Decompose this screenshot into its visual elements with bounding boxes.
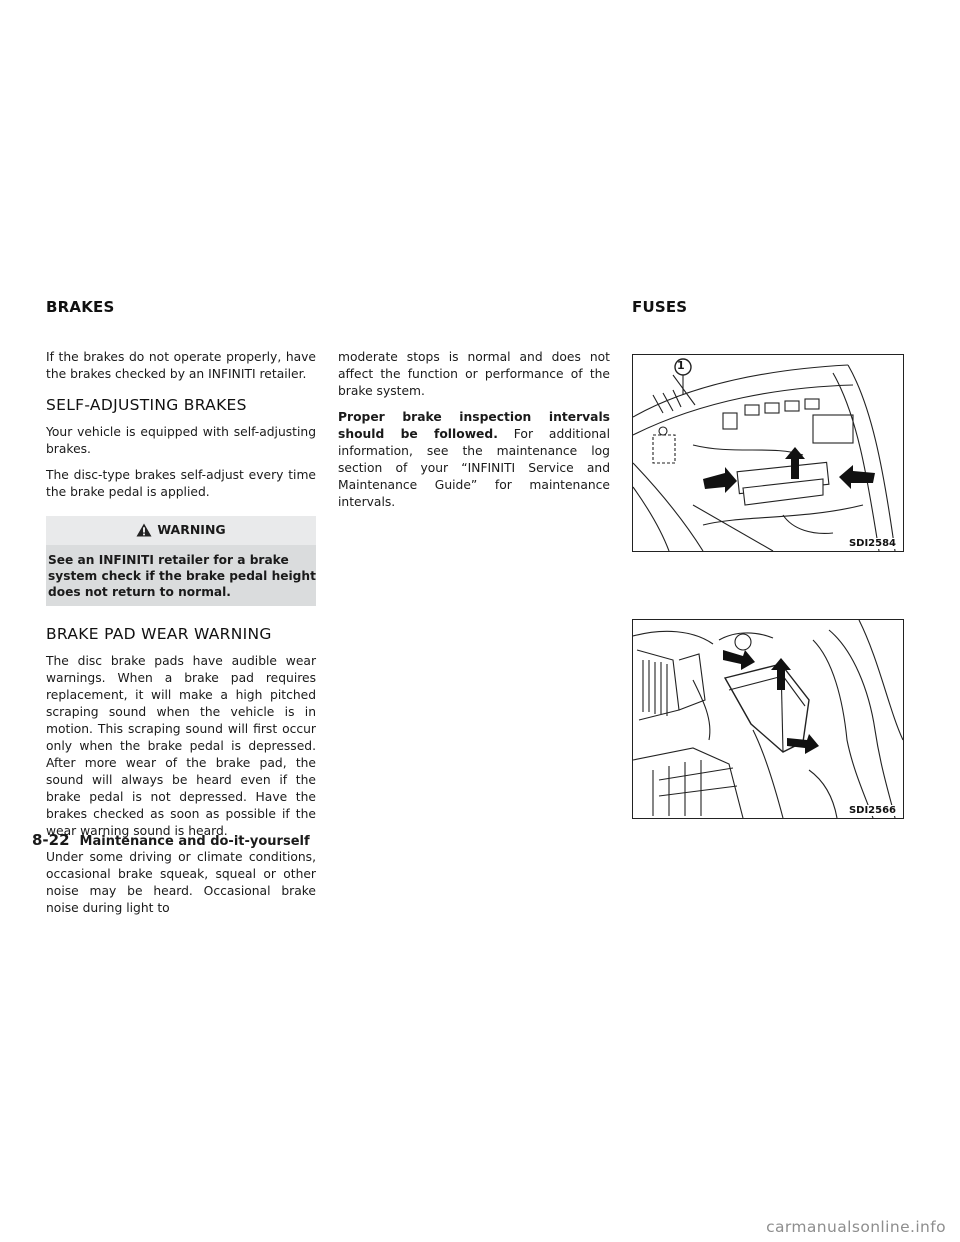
column-middle xyxy=(338,349,610,520)
section-header-fuses: FUSES xyxy=(632,298,688,316)
middle-p1: moderate stops is normal and does not affect the function or performance of the brake system. xyxy=(338,350,610,398)
warning-box xyxy=(46,516,316,606)
figure-fuse-box-cover xyxy=(632,619,904,819)
inspection-rest-text: For additional information, see the maintenance log section of your “INFINITI Service and Maintenance Guide” for maintenance intervals. xyxy=(338,427,610,509)
watermark-text: carmanualsonline.info xyxy=(766,1218,946,1236)
fuse-box-location-illustration xyxy=(633,355,903,551)
warning-title: WARNING xyxy=(157,522,226,537)
pad-wear-p1: The disc brake pads have audible wear warnings. When a brake pad requires replacement, it will make a high pitched scraping sound when the vehicle is in motion. This scraping sound will first occur only when the brake pedal is depressed. After more wear of the brake pad, the sound will always be heard even if the brake pedal is not depressed. Have the brakes checked as soon as possible if the wear warning sound is heard. xyxy=(46,654,316,838)
figure-label-sdi2566: SDI2566 xyxy=(848,805,896,816)
warning-text: See an INFINITI retailer for a brake system check if the brake pedal height does not return to normal. xyxy=(48,553,316,599)
page-footer xyxy=(32,831,310,849)
figure-label-sdi2584: SDI2584 xyxy=(848,538,896,549)
intro-paragraph: If the brakes do not operate properly, have the brakes checked by an INFINITI retailer. xyxy=(46,350,316,381)
page-number: 8-22 xyxy=(32,831,70,849)
middle-p2 xyxy=(338,409,610,511)
pad-wear-heading: BRAKE PAD WEAR WARNING xyxy=(46,625,272,643)
warning-title-bar xyxy=(46,516,316,545)
self-adjusting-p2: The disc-type brakes self-adjust every time the brake pedal is applied. xyxy=(46,468,316,499)
self-adjusting-p1: Your vehicle is equipped with self-adjusting brakes. xyxy=(46,425,316,456)
figure-fuse-box-location xyxy=(632,354,904,552)
pad-wear-p2: Under some driving or climate conditions, occasional brake squeak, squeal or other noise may be heard. Occasional brake noise during light to xyxy=(46,850,316,915)
callout-number: 1 xyxy=(677,359,685,372)
fuse-box-cover-illustration xyxy=(633,620,903,818)
chapter-title: Maintenance and do-it-yourself xyxy=(79,834,310,849)
section-header-brakes: BRAKES xyxy=(46,298,115,316)
inspection-bold-text: Proper brake inspection intervals should be followed. xyxy=(338,410,610,441)
self-adjusting-heading: SELF-ADJUSTING BRAKES xyxy=(46,396,247,414)
warning-triangle-icon xyxy=(136,523,152,537)
